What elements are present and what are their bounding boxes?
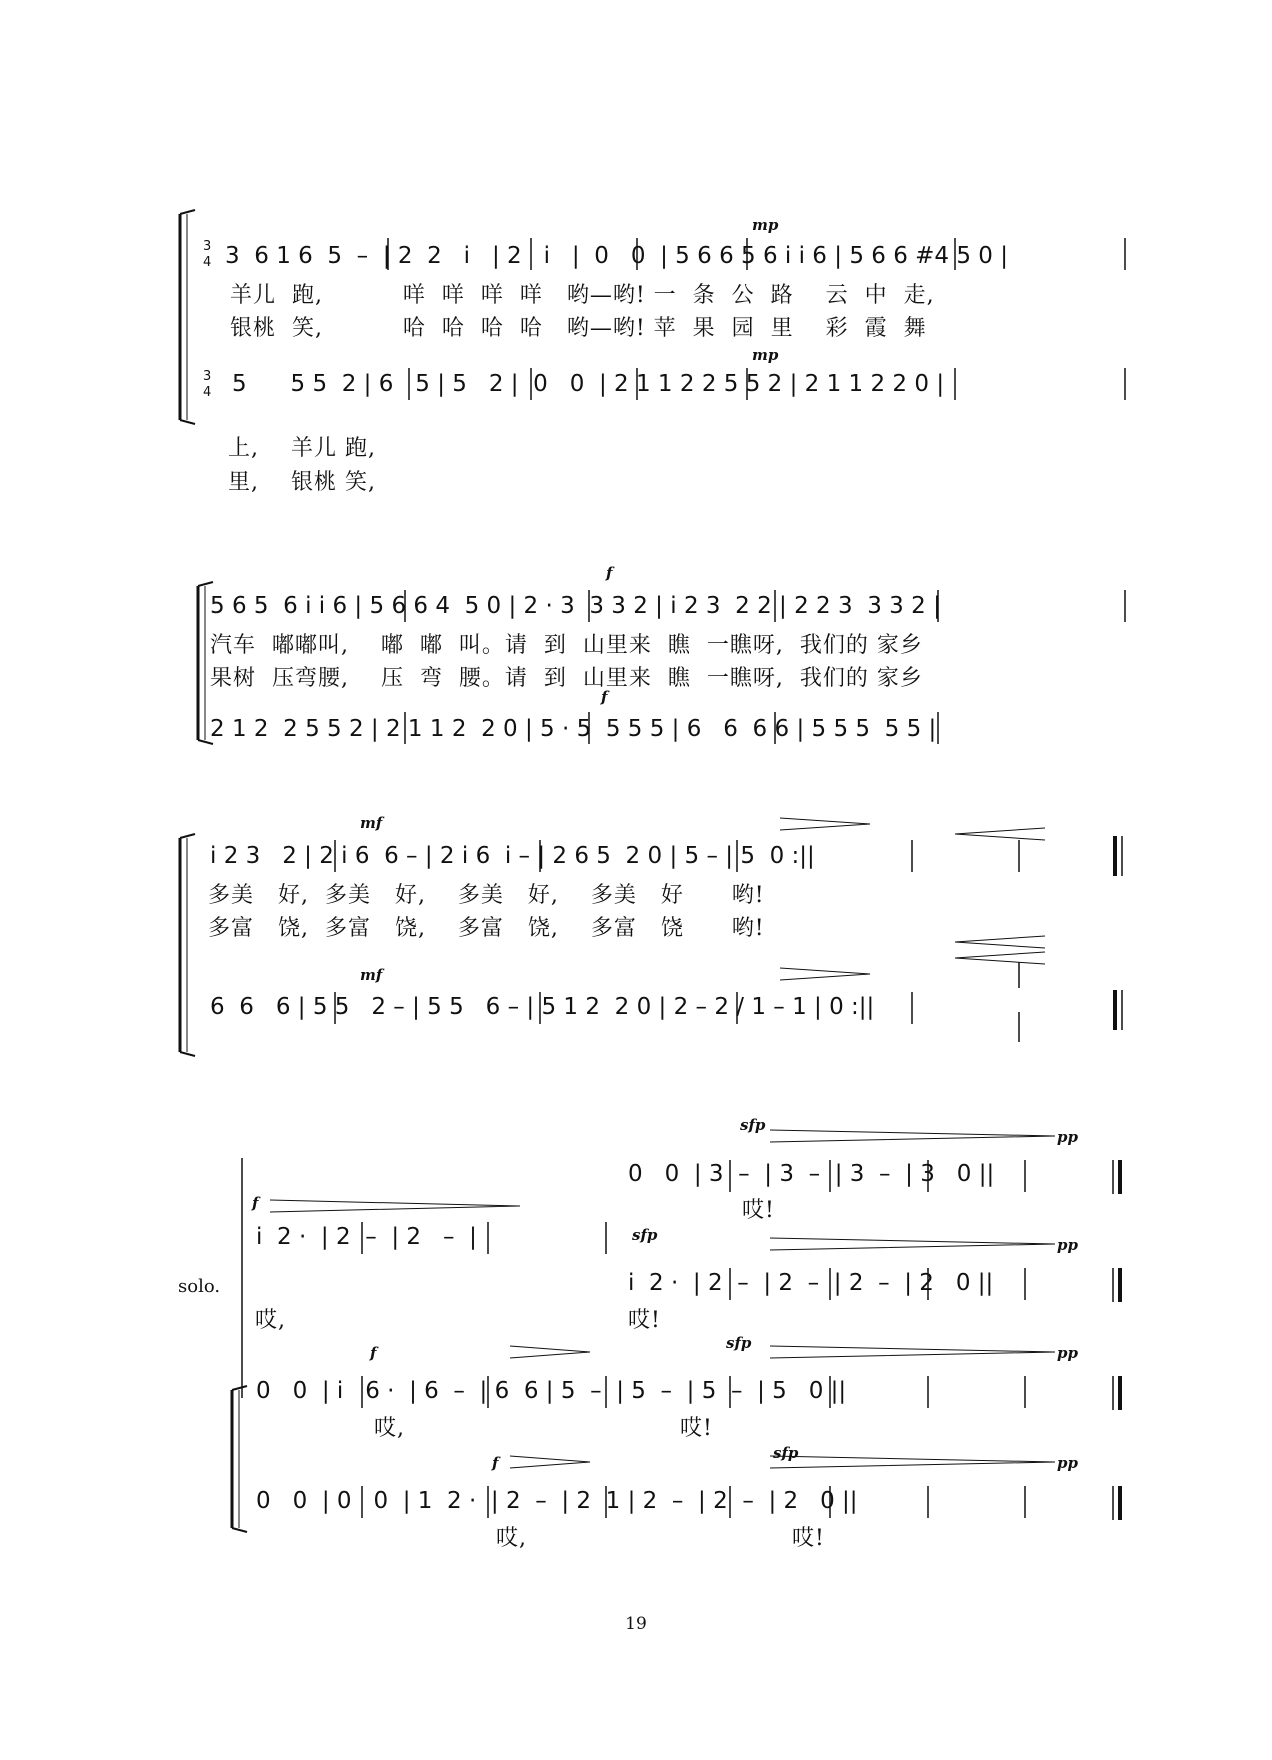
middle-lyric: 哎! [680,1416,713,1441]
middle-notes: 0 0 | i 6 · | 6 – | 6 6 | 5 – | 5 – | 5 – | 5 0 || [256,1378,847,1404]
solo-label: solo. [178,1276,221,1297]
lyric-verse-1: 多美 好, 多美 好, 多美 好, 多美 好 哟! [208,883,765,908]
dynamic-f: f [370,1344,377,1362]
time-signature-top: 3 [203,239,212,254]
solo-notes: i 2 · | 2 – | 2 – | [256,1224,477,1250]
dynamic-sfp: sfp [740,1116,766,1134]
lower-lyric-verse-1: 上, 羊儿 跑, [228,436,376,461]
lower-notes: 6 6 6 | 5 5 2 – | 5 5 6 – | 5 1 2 2 0 | 2 – 2 / 1 – 1 | 0 :|| [210,994,875,1020]
dynamic-mp: mp [752,346,779,364]
upper-a-notes: 0 0 | 3 – | 3 – | 3 – | 3 0 || [628,1161,995,1187]
dynamic-f: f [606,564,613,582]
lower-notes: 5 5 5 2 | 6 5 | 5 2 | 0 0 | 2 1 1 2 2 5 5 2 | 2 1 1 2 2 0 | [232,371,945,397]
dynamic-sfp: sfp [632,1226,658,1244]
dynamic-pp: pp [1057,1454,1078,1472]
upper-notes: i 2 3 2 | 2 i 6 6 – | 2 i 6 i – | 2 6 5 2 0 | 5 – | 5 0 :|| [210,843,815,869]
dynamic-sfp: sfp [773,1444,799,1462]
dynamic-mf: mf [360,814,383,832]
solo-end-lyric: 哎! [628,1308,661,1333]
dynamic-pp: pp [1057,1236,1078,1254]
lyric-verse-1: 汽车 嘟嘟叫, 嘟 嘟 叫。请 到 山里来 瞧 一瞧呀, 我们的 家乡 [210,633,923,658]
dynamic-f: f [601,688,608,706]
upper-b-notes: i 2 · | 2 – | 2 – | 2 – | 2 0 || [628,1270,994,1296]
lower-notes: 0 0 | 0 0 | 1 2 · | 2 – | 2 1 | 2 – | 2 – | 2 0 || [256,1488,858,1514]
time-signature-top: 3 [203,369,212,384]
time-signature-bottom: 4 [203,255,212,270]
page-number: 19 [625,1614,647,1634]
upper-a-lyric: 哎! [742,1198,775,1223]
dynamic-mp: mp [752,216,779,234]
dynamic-pp: pp [1057,1344,1078,1362]
upper-notes: 3 6 1 6 5 – | 2 2 i | 2 i | 0 0 | 5 6 6 5 6 i i 6 | 5 6 6 #4 5 0 | [225,243,1008,269]
lyric-verse-2: 多富 饶, 多富 饶, 多富 饶, 多富 饶 哟! [208,916,765,941]
lower-lyric: 哎! [792,1526,825,1551]
solo-lyric: 哎, [255,1308,286,1333]
lower-lyric: 哎, [496,1526,527,1551]
lyric-verse-1: 羊儿 跑, 咩 咩 咩 咩 哟—哟! 一 条 公 路 云 中 走, [230,283,935,308]
dynamic-mf: mf [360,966,383,984]
dynamic-pp: pp [1057,1128,1078,1146]
dynamic-sfp: sfp [726,1334,752,1352]
lower-notes: 2 1 2 2 5 5 2 | 2 1 1 2 2 0 | 5 · 5 5 5 5 | 6 6 6 6 | 5 5 5 5 5 | [210,716,937,742]
dynamic-f: f [252,1194,259,1212]
upper-notes: 5 6 5 6 i i 6 | 5 6 6 4 5 0 | 2 · 3 3 3 2 | i 2 3 2 2 | 2 2 3 3 3 2 | [210,593,941,619]
lyric-verse-2: 银桃 笑, 哈 哈 哈 哈 哟—哟! 苹 果 园 里 彩 霞 舞 [230,316,927,341]
time-signature-bottom: 4 [203,385,212,400]
middle-lyric: 哎, [374,1416,405,1441]
lower-lyric-verse-2: 里, 银桃 笑, [228,470,376,495]
dynamic-f: f [492,1454,499,1472]
lyric-verse-2: 果树 压弯腰, 压 弯 腰。请 到 山里来 瞧 一瞧呀, 我们的 家乡 [210,666,923,691]
